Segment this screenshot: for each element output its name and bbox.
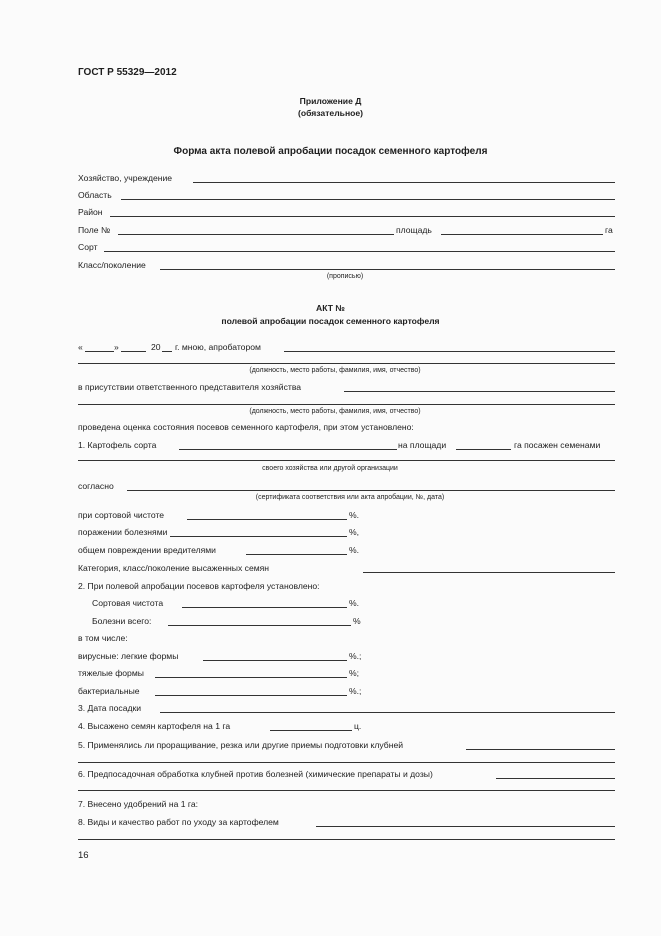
pests-pct: %. [349,545,360,555]
field-line-farm[interactable] [193,182,615,183]
varietal-purity-pct: %. [349,510,360,520]
field-label-area: площадь [396,225,432,235]
purity2-line[interactable] [182,607,347,608]
presence-text: в присутствии ответственного представителя хозяйства [78,382,302,392]
hint-person: (должность, место работы, фамилия, имя, отчество) [249,367,421,374]
hint-in-words: (прописью) [326,273,364,280]
item4-unit: ц. [354,721,362,731]
date-month-line[interactable] [121,351,146,352]
diseases-all-label: Болезни всего: [92,616,152,626]
item7-text: 7. Внесено удобрений на 1 га: [78,799,199,809]
disease-line[interactable] [170,536,347,537]
field-line-class[interactable] [160,269,615,270]
field-line-field-no[interactable] [118,234,394,235]
item4-text: 4. Высажено семян картофеля на 1 га [78,721,231,731]
item5-text: 5. Применялись ли проращивание, резка или другие приемы подготовки клубней [78,740,404,750]
field-line-region[interactable] [121,199,615,200]
date-day-line[interactable] [85,351,114,352]
purity2-label: Сортовая чистота [92,598,164,608]
including-label: в том числе: [78,633,128,643]
item5-line[interactable] [466,749,615,750]
viral-pct: %.; [349,651,362,661]
category-line[interactable] [363,572,615,573]
approbator-line[interactable] [284,351,615,352]
act-title: АКТ № [316,303,345,313]
date-quote-close: » [114,342,119,352]
item1-variety: 1. Картофель сорта [78,440,157,450]
hint-source: своего хозяйства или другой организации [262,465,398,472]
item6-line-2[interactable] [78,790,615,791]
field-label-region: Область [78,190,112,200]
appendix-status: (обязательное) [297,108,364,118]
approbator-line-2[interactable] [78,363,615,364]
date-year-line[interactable] [162,351,172,352]
doc-header: ГОСТ Р 55329—2012 [78,67,177,78]
item1-area: на площади [398,440,447,450]
assessment-text: проведена оценка состояния посевов семенного картофеля, при этом установлено: [78,422,414,432]
severe-line[interactable] [155,677,347,678]
item4-line[interactable] [270,730,352,731]
date-year-prefix: 20 [151,342,161,352]
date-quote-open: « [78,342,83,352]
varietal-purity-line[interactable] [187,519,347,520]
disease-label: поражении болезнями [78,527,168,537]
according-text: согласно [78,481,114,491]
act-subtitle: полевой апробации посадок семенного картофеля [221,316,440,326]
diseases-all-line[interactable] [168,625,351,626]
pests-line[interactable] [246,554,347,555]
diseases-all-pct: % [353,616,361,626]
hint-person-2: (должность, место работы, фамилия, имя, отчество) [249,408,421,415]
item1-variety-line[interactable] [179,449,397,450]
bacterial-label: бактериальные [78,686,140,696]
field-unit-area: га [605,225,613,235]
item3-line[interactable] [160,712,615,713]
bacterial-pct: %.; [349,686,362,696]
viral-line[interactable] [203,660,347,661]
varietal-purity-label: при сортовой чистоте [78,510,165,520]
category-label: Категория, класс/поколение высаженных семян [78,563,270,573]
form-title: Форма акта полевой апробации посадок семенного картофеля [173,146,488,157]
item6-text: 6. Предпосадочная обработка клубней против болезней (химические препараты и дозы) [78,769,433,779]
item5-line-2[interactable] [78,762,615,763]
pests-label: общем повреждении вредителями [78,545,216,555]
field-line-district[interactable] [110,216,615,217]
item6-line[interactable] [496,778,615,779]
according-line[interactable] [127,490,615,491]
appendix-title: Приложение Д [299,96,362,106]
field-line-variety[interactable] [104,251,615,252]
purity2-pct: %. [349,598,360,608]
representative-line-2[interactable] [78,404,615,405]
item1-area-line[interactable] [456,449,511,450]
bacterial-line[interactable] [155,695,347,696]
severe-pct: %; [349,668,360,678]
item2-text: 2. При полевой апробации посевов картофеля установлено: [78,581,320,591]
item1-source-line[interactable] [78,460,615,461]
disease-pct: %, [349,527,360,537]
field-label-farm: Хозяйство, учреждение [78,173,173,183]
page-number: 16 [78,850,89,861]
viral-label: вирусные: легкие формы [78,651,179,661]
representative-line[interactable] [344,391,615,392]
field-line-area[interactable] [441,234,603,235]
hint-cert: (сертификата соответствия или акта апробации, №, дата) [255,494,445,501]
field-label-field-no: Поле № [78,225,111,235]
field-label-variety: Сорт [78,242,98,252]
date-rest-text: г. мною, апробатором [175,342,261,352]
item3-text: 3. Дата посадки [78,703,142,713]
item8-text: 8. Виды и качество работ по уходу за картофелем [78,817,279,827]
item8-line-2[interactable] [78,839,615,840]
item1-seeds: га посажен семенами [514,440,601,450]
item8-line[interactable] [316,826,615,827]
severe-label: тяжелые формы [78,668,144,678]
field-label-district: Район [78,207,103,217]
field-label-class: Класс/поколение [78,260,146,270]
